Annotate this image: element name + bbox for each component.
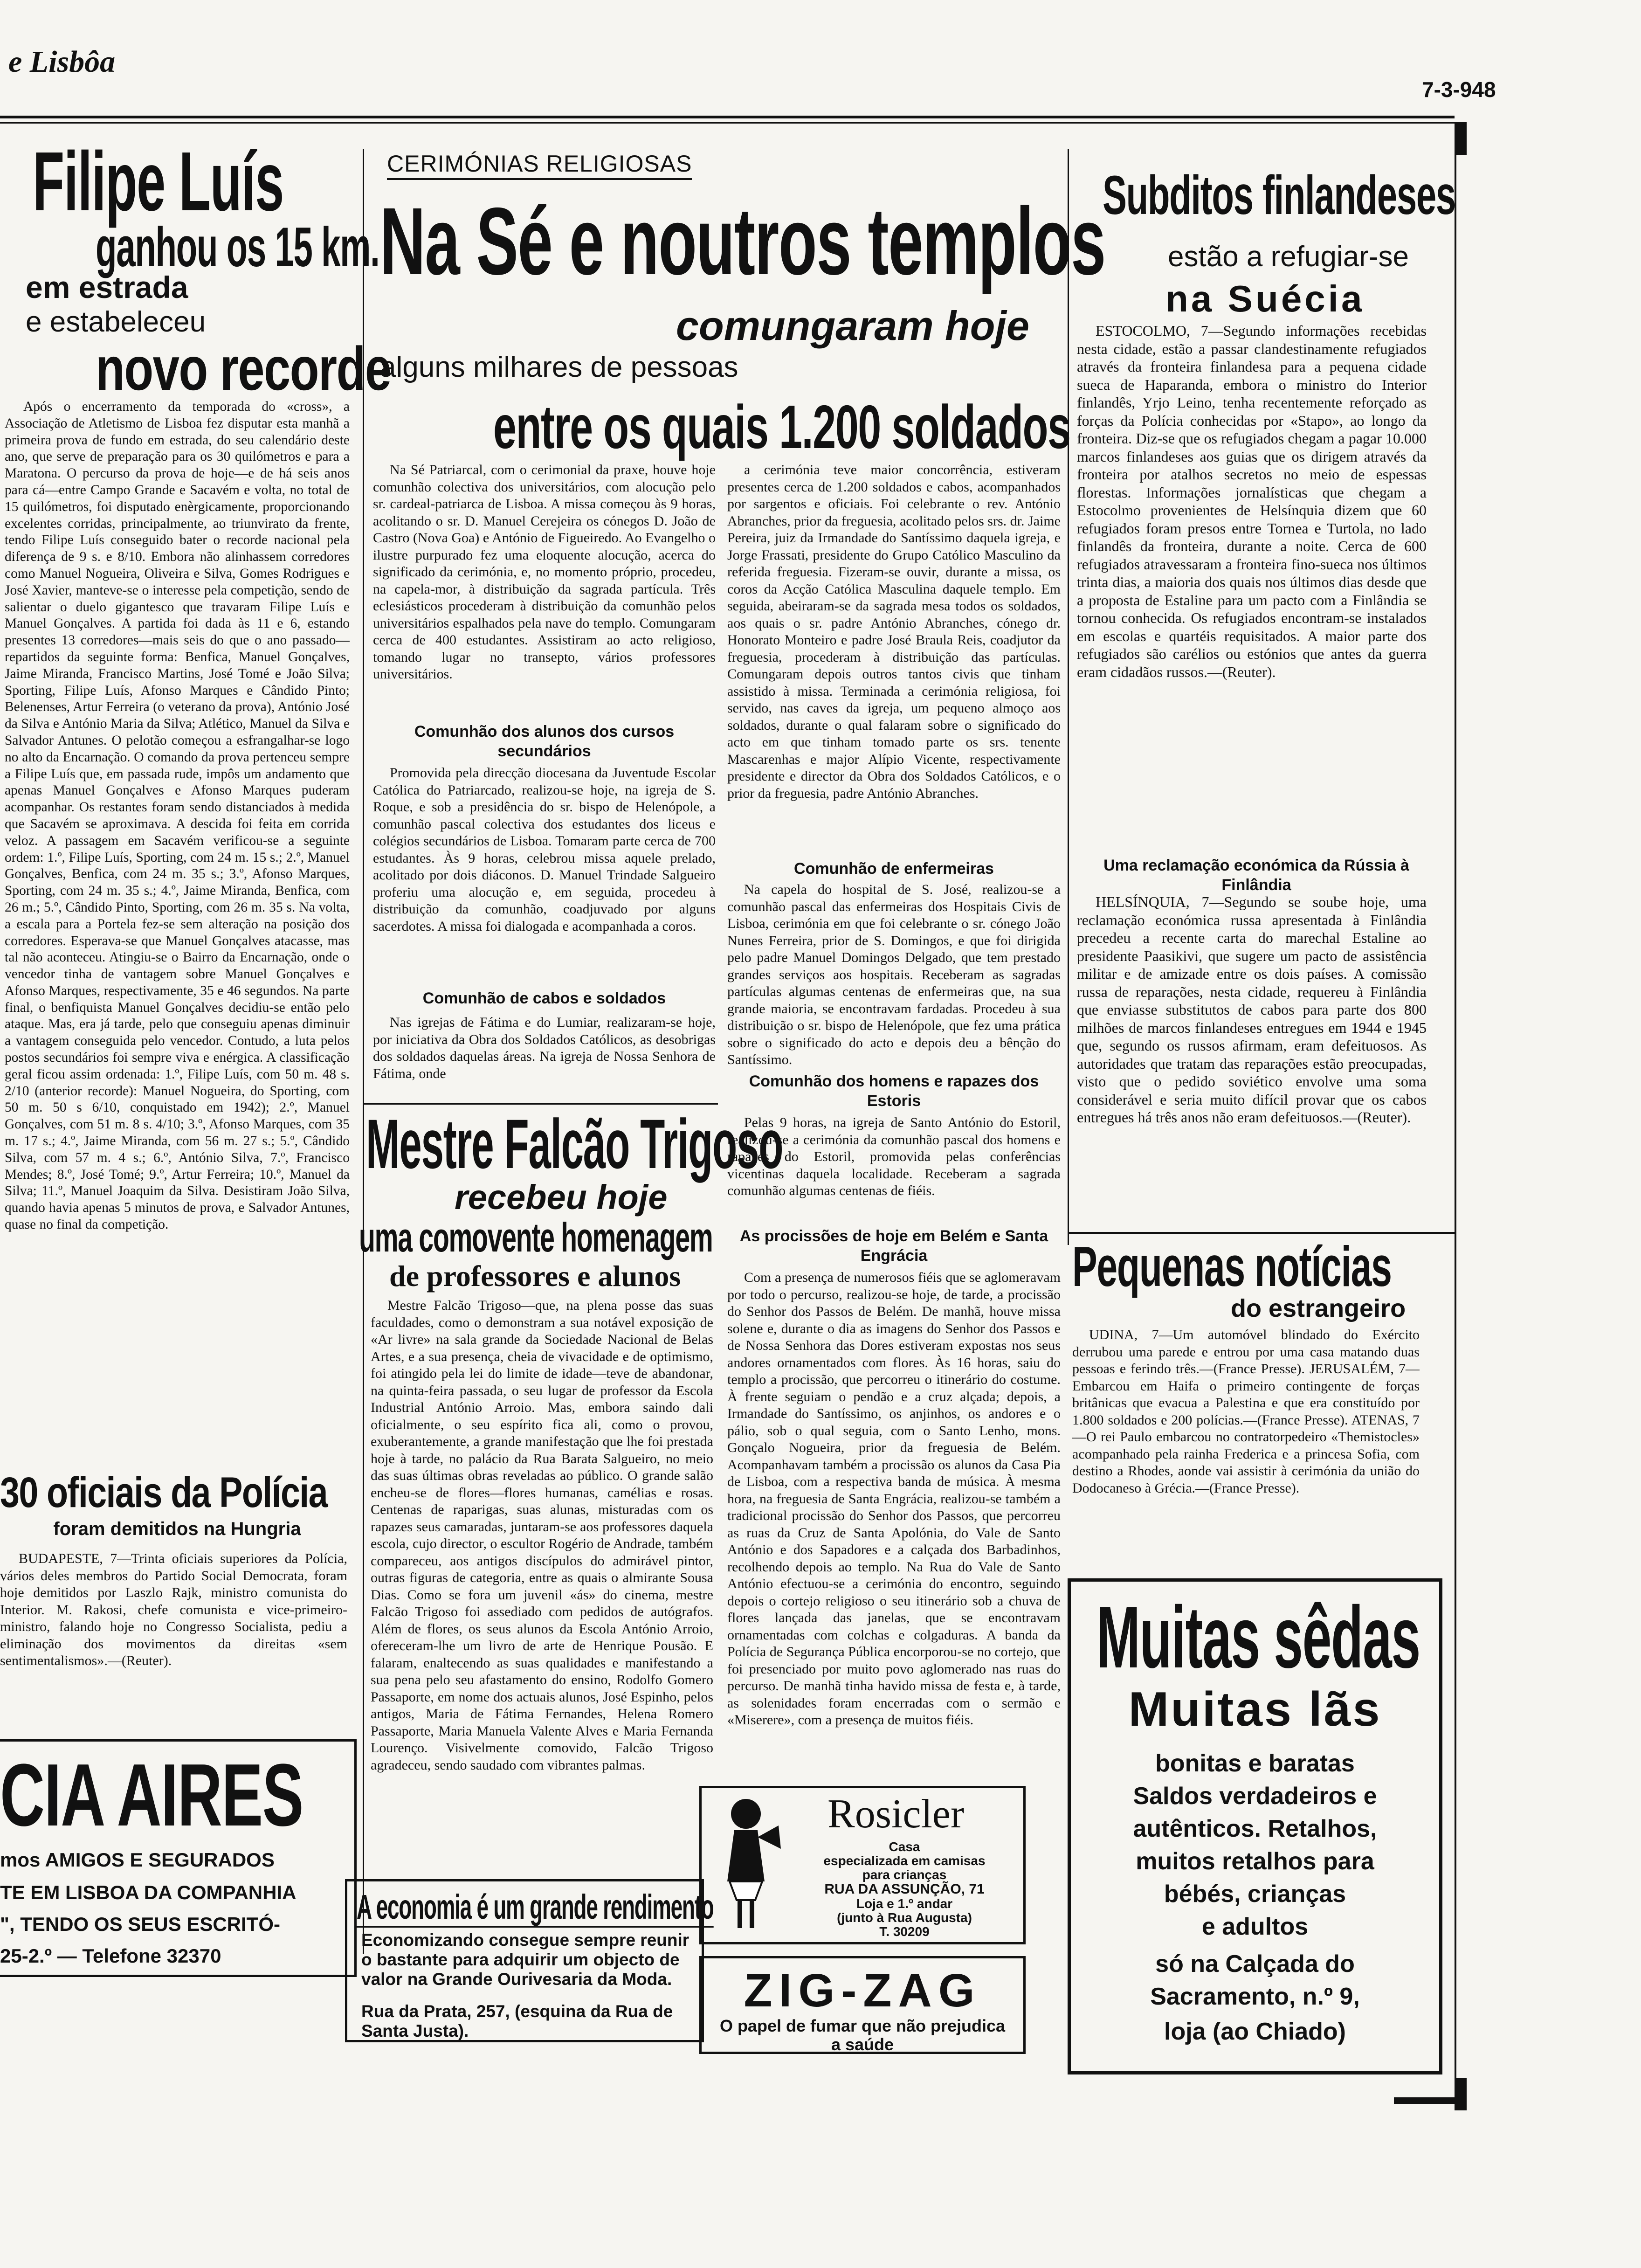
ad-aires-line4: ", TENDO OS SEUS ESCRITÓ- <box>0 1913 280 1935</box>
headline-filipe-luis: Filipe Luís <box>33 135 284 228</box>
headline-mestre-falcao: Mestre Falcão Trigoso <box>366 1105 783 1183</box>
article-se-body-g: Com a presença de numerosos fiéis que se aglomeravam por todo o percurso, realizou-se hoje, de tarde, a procissão do Senhor dos Passos de Belém. De manhã, houve missa solene e, durante o dia as imagens do Senhor dos Passos e de Nossa Senhora das Dores estiveram expostas nos seus andores ornamentados com flores. Às 16 horas, saiu do templo a procissão, que percorreu o itinerário do costume. À frente seguiam o pendão e a cruz alçada; depois, a Irmandade do Santíssimo, os anjinhos, os andores e o pálio, sob o qual seguia, com o Santo Lenho, mons. Gonçalo Nogueira, prior da freguesia de Belém. Acompanhavam também a procissão os alunos da Casa Pia de Lisboa, com a respectiva banda de música. À mesma hora, na freguesia de Santa Engrácia, realizou-se também a tradicional procissão do Senhor dos Passos, que percorreu as ruas da Cruz de Santa Apolónia, do Vale de Santo António e dos Sapadores e a calçada dos Barbadinhos, recolhendo depois ao templo. Na Rua do Vale de Santo António efectuou-se a cerimónia do encontro, seguindo depois o cortejo religioso o seu itinerário sob a chuva de flores lançada das janelas, que se encontravam ornamentadas com colchas e colgaduras. A banda da Polícia de Segurança Pública encorporou-se no cortejo, que foi presenciado por muito povo aglomerado nas ruas do percurso. De manhã tinha havido missa de festa e, à tarde, as solenidades foram encerradas com o sermão e «Miserere», com a presença de muitos fiéis. <box>727 1270 1061 1728</box>
headline-estrangeiro: do estrangeiro <box>1231 1294 1406 1322</box>
ad-aires-line5: 25-2.º — Telefone 32370 <box>0 1945 221 1967</box>
ad-rosicler-l2: especializada em camisas <box>823 1853 986 1868</box>
headline-recebeu-hoje: recebeu hoje <box>455 1178 668 1217</box>
ad-rosicler-brand: Rosicler <box>827 1791 965 1837</box>
ad-sedas-l6: muitos retalhos para <box>1136 1848 1374 1875</box>
headline-comovente: uma comovente homenagem <box>359 1214 713 1260</box>
masthead-title: e Lisbôa <box>8 45 116 79</box>
subhead-procissoes: As procissões de hoje em Belém e Santa Engrácia <box>739 1227 1048 1265</box>
ad-rosicler-l6: (junto à Rua Augusta) <box>837 1910 972 1925</box>
ad-sedas-l4: Saldos verdadeiros e <box>1133 1783 1377 1810</box>
ad-economia-addr: Rua da Prata, 257, (esquina da Rua de Santa Justa). <box>361 2002 673 2040</box>
ad-rosicler-l3: para crianças <box>862 1867 947 1882</box>
ad-sedas-l1: Muitas sêdas <box>1096 1588 1420 1686</box>
ad-sedas-l2: Muitas lãs <box>1128 1682 1382 1736</box>
headline-comungaram: comungaram hoje <box>676 303 1029 349</box>
rosicler-figure-icon <box>709 1793 783 1937</box>
pn-top-rule <box>1068 1232 1455 1234</box>
ad-aires-name: CIA AIRES <box>0 1746 303 1845</box>
headline-novo-recorde: novo recorde <box>96 334 391 403</box>
article-se-body-d: a cerimónia teve maior concorrência, estiveram presentes cerca de 1.200 soldados e cabos, acompanhados por sargentos e oficiais. Foi celebrante o rev. António Abranches, prior da freguesia, acolitado pelos srs. dr. Jaime Pereira, juiz da Irmandade do Santíssimo daquela igreja, e Jorge Frassati, presidente do Grupo Católico Masculino da referida freguesia. Fizeram-se ouvir, durante a missa, os coros da Acção Católica Masculina daquele templo. Em seguida, abeiraram-se da sagrada mesa todos os soldados, aos quais o sr. padre António Abranches, cónego dr. Honorato Monteiro e padre José Braula Reis, coadjutor da freguesia, procederam à distribuição das partículas. Comungaram depois outros tantos civis que tinham assistido à missa. Terminada a cerimónia religiosa, foi servido, nas caves da igreja, um pequeno almoço aos soldados, durante o qual falaram sobre o significado do acto em que tinham tomado parte os srs. tenente Mascarenhas e major Alípio Vicente, respectivamente presidente e director da Obra dos Soldados Católicos, e o prior da freguesia, padre António Abranches. <box>727 462 1061 801</box>
subhead-estoris: Comunhão dos homens e rapazes dos Estoris <box>749 1072 1039 1110</box>
headline-suecia: na Suécia <box>1165 278 1365 319</box>
headline-ganhou: ganhou os 15 km. <box>96 216 379 278</box>
article-filipe-luis-body: Após o encerramento da temporada do «cross», a Associação de Atletismo de Lisboa fez disputar esta manhã a primeira prova de fundo em estrada, do seu calendário deste ano, que serve de preparação para os 30 quilómetros e para a Maratona. O percurso da prova de hoje—e de há seis anos para cá—entre Campo Grande e Sacavém e volta, no total de 15 quilómetros, foi disputado enèrgicamente, proporcionando excelentes corridas, principalmente, ao triunvirato da frente, tendo Filipe Luís conseguido bater o recorde nacional pela diferença de 9 s. e 8/10. Embora não alinhassem corredores como Manuel Nogueira, Oliveira e Silva, Gomes Rodrigues e José Xavier, manteve-se o interesse pela competição, sendo de salientar o duelo gigantesco que travaram Filipe Luís e Manuel Gonçalves. A partida foi dada às 11 e 6, estando presentes 13 corredores—mais seis do que o ano passado—repartidos da seguinte forma: Benfica, Manuel Gonçalves, Jaime Miranda, Francisco Martins, José Tomé e João Silva; Sporting, Filipe Luís, Afonso Marques e Cândido Pinto; Belenenses, Artur Ferreira (o veterano da prova), António José da Silva e António Maria da Silva; Atlético, Manuel da Silva e Salvador Antunes. O pelotão começou a esfrangalhar-se logo no alto da Encarnação. O comando da prova pertenceu sempre a Filipe Luís que, em passada rude, impôs um andamento que apenas Manuel Gonçalves e Afonso Marques puderam acompanhar. Os restantes foram sendo distanciados à medida que Sacavém se aproximava. A descida foi feita em corrida veloz. A passagem em Sacavém verificou-se a seguinte ordem: 1.º, Filipe Luís, Sporting, com 24 m. 15 s.; 2.º, Manuel Gonçalves, Benfica, com 24 m. 35 s.; 3.º, Afonso Marques, Sporting, com 24 m. 35 s.; 4.º, Jaime Miranda, Benfica, com 26 m.; 5.º, Cândido Pinto, Sporting, com 26 m. 35 s. Na volta, a escala para a Portela fez-se sem alteração na posição dos corredores. Esperava-se que Manuel Gonçalves atacasse, mas tal não aconteceu. Atingiu-se o Bairro da Encarnação, onde o vencedor tinha de vantagem sobre Manuel Gonçalves e Afonso Marques, respectivamente, 35 e 46 segundos. Na parte final, o benfiquista Manuel Gonçalves decidiu-se então pelo ataque. Mas, era já tarde, pelo que conseguiu apenas diminuir a vantagem conseguida pelo vencedor. Contudo, a luta pelos postos secundários foi sempre viva e enérgica. A classificação geral ficou assim ordenada: 1.º, Filipe Luís, com 50 m. 48 s. 2/10 (anterior recorde): Manuel Nogueira, do Sporting, com 50 m. 50 s 6/10, conquistado em 1942); 2.º, Manuel Gonçalves, com 51 m. 8 s. 4/10; 3.º, Afonso Marques, com 35 m. 17 s.; 4.º, Jaime Miranda, com 56 m. 27 s.; 5.º, Cândido Silva, com 57 m. 4 s.; 6.º, António Silva, 7.º, Francisco Mendes; 8.º, José Tomé; 9.º, Artur Ferreira; 10.º, Manuel da Silva; 11.º, Manuel Joaquim da Silva. Desistiram João Silva, quando havia apenas 5 minutos de prova, e Salvador Antunes, quase no final da competição. <box>5 399 350 1232</box>
article-pequenas-body: UDINA, 7—Um automóvel blindado do Exército derrubou uma parede e entrou por uma casa matando duas pessoas e ferindo três.—(France Presse). JERUSALÉM, 7—Embarcou em Haifa o primeiro contingente de forças britânicas que evacua a Palestina e que era constituído por 1.800 soldados e 200 polícias.—(France Presse). ATENAS, 7—O rei Paulo embarcou no contratorpedeiro «Themistocles» acompanhado pela rainha Frederica e a princesa Sofia, com destino a Rhodes, aonde vai assistir à cerimónia da união do Dodocaneso à Grécia.—(France Presse). <box>1072 1327 1420 1496</box>
headline-na-se: Na Sé e noutros templos <box>380 188 1105 295</box>
article-oficiais-body: BUDAPESTE, 7—Trinta oficiais superiores da Polícia, vários deles membros do Partido Social Democrata, foram hoje demitidos por Laszlo Rajk, ministro comunista do Interior. M. Rakosi, chefe comunista e vice-primeiro-ministro, falando hoje no Congresso Socialista, pediu a eliminação dos movimentos da direitas «sem sentimentalismos».—(Reuter). <box>0 1551 347 1668</box>
subhead-reclamacao: Uma reclamação económica da Rússia à Finlândia <box>1103 857 1409 894</box>
right-border-rule <box>1455 122 1456 2109</box>
masthead-rule-bottom <box>0 122 1455 124</box>
article-se-body-a: Na Sé Patriarcal, com o cerimonial da praxe, houve hoje comunhão colectiva dos universitários, com alocução pelo sr. cardeal-patriarca de Lisboa. A missa começou às 9 horas, acolitando o sr. D. Manuel Cerejeira os cónegos D. João de Castro (Nova Goa) e António de Figueiredo. Ao Evangelho o ilustre purpurado fez uma eloquente alocução, acerca do significado da cerimónia, e, no momento próprio, procedeu, na capela-mor, à distribuição da sagrada partícula. Três eclesiásticos procederam à distribuição da comunhão pelos universitários espalhados pela nave do templo. Comungaram cerca de 400 estudantes. Assistiram ao acto religioso, tomando lugar no transepto, vários professores universitários. <box>373 462 716 682</box>
ad-economia-title: A economia é um grande rendimento <box>357 1888 714 1928</box>
subhead-enfermeiras: Comunhão de enfermeiras <box>794 860 994 878</box>
ad-sedas-l9: só na Calçada do <box>1155 1950 1355 1978</box>
page-date: 7-3-948 <box>1422 77 1496 102</box>
ad-rosicler-l1: Casa <box>889 1839 920 1854</box>
headline-em-estrada: em estrada <box>26 270 188 304</box>
column-divider-1 <box>363 149 364 1954</box>
subhead-cursos-secundarios: Comunhão dos alunos dos cursos secundários <box>414 723 675 760</box>
subhead-cabos-soldados: Comunhão de cabos e soldados <box>422 989 666 1007</box>
column-divider-2 <box>1068 149 1069 1245</box>
ad-sedas-l5: autênticos. Retalhos, <box>1133 1815 1377 1842</box>
ad-sedas-l7: bébés, crianças <box>1164 1881 1346 1908</box>
headline-subditos: Subditos finlandeses <box>1103 165 1455 226</box>
article-se-body-b: Promovida pela direcção diocesana da Juventude Escolar Católica do Patriarcado, realizou-se hoje, na igreja de S. Roque, e sob a presidência do sr. bispo de Helenópole, a comunhão pascal colectiva dos estudantes dos liceus e colégios secundários de Lisboa. Tomaram parte cerca de 700 estudantes. Às 9 horas, celebrou missa aquele prelado, acolitado por dois diáconos. D. Manuel Trindade Salgueiro proferiu uma alocução e, em seguida, procedeu à distribuição da comunhão, coadjuvado por alguns sacerdotes. A missa foi dialogada e acompanhada a coros. <box>373 765 716 934</box>
article-se-body-f: Pelas 9 horas, na igreja de Santo António do Estoril, realizou-se a cerimónia da comunhão pascal dos homens e rapazes do Estoril, promovida pelas conferências vicentinas daquela localidade. Receberam a sagrada comunhão algumas centenas de fiéis. <box>727 1115 1061 1198</box>
article-reclamacao-body: HELSÍNQUIA, 7—Segundo se soube hoje, uma reclamação económica russa apresentada à Finlândia precedeu a recente carta do marechal Estaline ao presidente Paasikivi, que sugere um pacto de assistência militar e de amizade entre os dois países. A comissão russa de reparações, nesta cidade, requereu à Finlândia que enviasse substitutos de cabos para parte dos 800 milhões de marcos finlandeses entregues em 1944 e 1945 que, segundo os russos afirmam, eram defeituosos. As autoridades que tratam das reparações estão preocupadas, visto que o pedido soviético envolve uma soma considerável e seria muito difícil provar que os cabos entregues há três anos não eram defeituosos.—(Reuter). <box>1077 893 1427 1126</box>
ad-sedas-l10: Sacramento, n.º 9, <box>1150 1983 1360 2010</box>
article-se-body-e: Na capela do hospital de S. José, realizou-se a comunhão pascal das enfermeiras dos Hospitais Civis de Lisboa, cerimónia em que foi celebrante o sr. cónego João Nunes Ferreira, prior de S. Domingos, e que foi dirigida pelo padre Manuel Domingos Delgado, que tem prestado grandes serviços aos hospitais. Receberam as sagradas partículas algumas centenas de enfermeiras que, na sua grande maioria, se encontravam fardadas. Procedeu à sua distribuição o sr. bispo de Helenópole, que fez uma prática sobre o significado do acto e depois deu a bênção do Santíssimo. <box>727 882 1061 1067</box>
headline-milhares: alguns milhares de pessoas <box>380 351 738 383</box>
article-falcao-body: Mestre Falcão Trigoso—que, na plena posse das suas faculdades, como o demonstram a sua notável exposição de «Ar livre» na sala grande da Sociedade Nacional de Belas Artes, e a sua presença, cheia de vivacidade e de optimismo, foi atingido pela lei do limite de idade—teve de abandonar, na quinta-feira passada, o seu lugar de professor da Escola Industrial António Arroio. Mas, embora saindo dali oficialmente, o seu espírito fica ali, como o provou, exuberantemente, a grande manifestação que lhe foi prestada hoje à tarde, no palácio da Rua Barata Salgueiro, no meio das suas últimas obras reveladas ao público. O grande salão encheu-se de flores—flores humanas, camélias e rosas. Centenas de raparigas, suas alunas, misturadas com os rapazes seus camaradas, juntaram-se aos professores daquela escola, cujo director, o escultor Rogério de Andrade, também compareceu, aos antigos discípulos do admirável pintor, outras figuras de categoria, entre as quais o almirante Sousa Dias. Como se fora um juvenil «ás» do cinema, mestre Falcão Trigoso foi assediado com pedidos de autógrafos. Além de flores, os seus alunos da Escola António Arroio, ofereceram-lhe um livro de arte de Henrique Pousão. E falaram, enaltecendo as suas qualidades e manifestando a sua pena pelo seu afastamento do ensino, Rodolfo Gomero Passaporte, em nome dos actuais alunos, José Espinho, pelos antigos, Maria de Fátima Fernandes, Helena Romero Passaporte, Maria Manuela Valente Alves e Maria Fernanda Lourenço. Visivelmente comovido, Falcão Trigoso agradeceu, sendo saudado com vibrantes palmas. <box>371 1298 713 1773</box>
headline-pequenas-noticias: Pequenas notícias <box>1072 1235 1392 1298</box>
ad-rosicler-l5: Loja e 1.º andar <box>856 1896 953 1911</box>
ad-companhia-aires <box>0 1739 357 1977</box>
ad-sedas-l3: bonitas e baratas <box>1155 1750 1355 1777</box>
kicker-cerimonias: CERIMÓNIAS RELIGIOSAS <box>387 150 692 180</box>
subhead-demitidos-hungria: foram demitidos na Hungria <box>53 1519 301 1539</box>
ad-aires-line3: TE EM LISBOA DA COMPANHIA <box>0 1881 296 1903</box>
ad-rosicler-l4: RUA DA ASSUNÇÃO, 71 <box>824 1881 985 1897</box>
ad-economia <box>345 1879 714 2042</box>
headline-oficiais-policia: 30 oficiais da Polícia <box>0 1469 327 1516</box>
ad-muitas-sedas <box>1068 1578 1442 2074</box>
ad-rosicler <box>699 1786 1026 1944</box>
ad-sedas-l8: e adultos <box>1201 1913 1309 1940</box>
article-se-body-c: Nas igrejas de Fátima e do Lumiar, realizaram-se hoje, por iniciativa da Obra dos Soldados Católicos, as desobrigas dos soldados daquelas áreas. Na igreja de Nossa Senhora de Fátima, onde <box>373 1015 716 1081</box>
headline-refugiar: estão a refugiar-se <box>1168 241 1409 273</box>
ad-zigzag-brand: ZIG-ZAG <box>744 1964 981 2017</box>
headline-professores: de professores e alunos <box>389 1259 681 1293</box>
headline-estabeleceu: e estabeleceu <box>26 306 206 338</box>
page-rule-bottom <box>1394 2097 1459 2104</box>
ad-sedas-l11: loja (ao Chiado) <box>1164 2018 1346 2045</box>
masthead-rule-top <box>0 116 1455 118</box>
article-subditos-body: ESTOCOLMO, 7—Segundo informações recebidas nesta cidade, estão a passar clandestinamente refugiados através da fronteira finlandesa para a pequena cidade sueca de Haparanda, embora o ministro do Interior finlandês, Yrjo Leino, tenha recentemente reforçado as forças da Polícia conhecidas por «Stapo», ao longo da fronteira. Diz-se que os refugiados chegam a pagar 10.000 marcos finlandeses aos guias que os dirigem através da fronteira por atalhos secretos no meio de espessas florestas. Informações jornalísticas que chegam a Estocolmo provenientes de Helsínquia dizem que 60 refugiados foram presos entre Tornea e Turtola, no lado finlandês da fronteira, durante a noite. Cerca de 600 refugiados atravessaram a fronteira fino-sueca nos últimos trinta dias, a maioria dos quais nos últimos dias desde que a proposta de Estaline para um pacto com a Finlândia se tornou conhecida. Os refugiados encontram-se instalados em escolas e quartéis requisitados. A maior parte dos refugiados são carélios ou estónios que antes da guerra eram cidadãos russos.—(Reuter). <box>1077 322 1427 680</box>
ad-aires-line2: mos AMIGOS E SEGURADOS <box>0 1849 275 1871</box>
ad-rosicler-l7: T. 30209 <box>879 1924 930 1939</box>
ad-zigzag-line: O papel de fumar que não prejudica a saúde <box>719 2016 1006 2054</box>
ad-economia-body: Economizando consegue sempre reunir o bastante para adquirir um objecto de valor na Grande Ourivesaria da Moda. <box>361 1930 689 1989</box>
ad-zigzag <box>699 1956 1026 2054</box>
headline-1200-soldados: entre os quais 1.200 soldados <box>493 393 1070 461</box>
